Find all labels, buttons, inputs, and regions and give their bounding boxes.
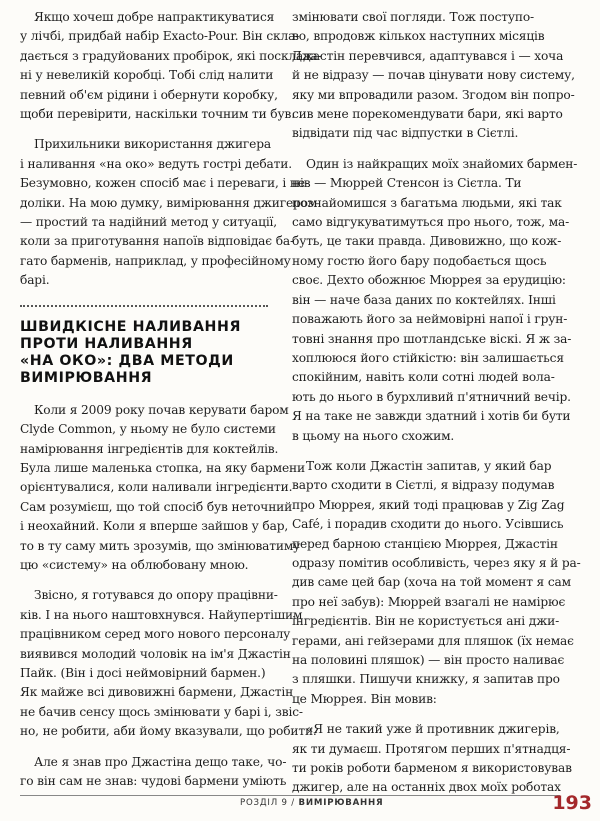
text-line: Тож коли Джастін запитав, у який бар: [306, 458, 552, 473]
text-line: своє. Дехто обожнює Мюррея за ерудицію:: [292, 273, 566, 288]
text-line: то в ту саму мить зрозумів, що змінюватиму: [20, 538, 301, 553]
text-line: буть, це таки правда. Дивовижно, що кож-: [292, 234, 562, 249]
text-line: ти років роботи барменом я використовував: [292, 761, 572, 776]
text-line: Звісно, я готувався до опору працівни-: [34, 588, 278, 603]
text-line: Якщо хочеш добре напрактикуватися: [34, 10, 275, 24]
text-line: орієнтувалися, коли наливали інгредієнти.: [20, 480, 293, 495]
text-line: ють до нього в бурхливий п'ятничний вечір.: [292, 389, 571, 404]
text-line: во, впродовж кількох наступних місяців: [292, 29, 545, 44]
text-line: Я на таке не завжди здатний і хотів би бути: [292, 409, 571, 424]
section-heading: [20, 319, 268, 387]
paragraph-murray-stenson: [292, 155, 578, 446]
paragraph-staff-resistance: [20, 586, 317, 741]
left-column: [20, 0, 322, 802]
section-divider: [20, 305, 268, 307]
text-line: гато барменів, наприклад, у професійному: [20, 253, 291, 268]
paragraph-continuation: [292, 8, 574, 144]
text-line: герами, ані гейзерами для пляшок (їх немає: [292, 633, 574, 648]
paragraph-jigger-debate: [20, 135, 318, 290]
text-line: як ти думаєш. Протягом перших п'ятнадця-: [292, 741, 571, 756]
text-line: див саме цей бар (хоча на той момент я сам: [292, 575, 571, 590]
text-line: Один із найкращих моїх знайомих бармен-: [306, 156, 578, 171]
text-line: інгредієнтів. Він не користується ані джи-: [292, 614, 560, 629]
text-line: варто сходити в Сієтлі, я відразу подумав: [292, 478, 555, 493]
text-line: й не відразу — почав цінувати нову систему,: [292, 68, 575, 83]
page-number: 193: [552, 792, 592, 814]
text-line: ШВИДКІСНЕ НАЛИВАННЯ: [20, 318, 242, 335]
paragraph-clyde-common: [20, 401, 305, 576]
text-line: «Я не такий уже й противник джигерів,: [306, 722, 560, 737]
text-line: перед барною станцією Мюррея, Джастін: [292, 536, 558, 551]
paragraph-murray-quote: [292, 720, 574, 798]
text-line: ків. І на нього наштовхнувся. Найупертішим: [20, 607, 303, 622]
text-line: спокійним, навіть коли сотні людей вола-: [292, 370, 555, 385]
text-line: но, не робити, аби йому вказували, що робити.: [20, 724, 317, 739]
text-line: Пайк. (Він і досі неймовірний бармен.): [20, 665, 266, 680]
text-line: Була лише маленька стопка, на яку бармени: [20, 460, 305, 475]
paragraph-justin: [20, 753, 287, 792]
footer-chapter: РОЗДІЛ 9 /: [240, 798, 295, 808]
text-line: ному гостю його бару подобається щось: [292, 253, 547, 268]
text-line: поважають його за неймовірні напої і грун-: [292, 312, 568, 327]
text-line: в цьому на нього схожим.: [292, 428, 455, 443]
text-line: працівником серед мого нового персоналу: [20, 627, 291, 642]
text-line: на половині пляшок) — він просто наливає: [292, 653, 565, 667]
text-line: виявився молодий чоловік на ім'я Джастін: [20, 646, 291, 661]
text-line: це Мюррея. Він мовив:: [292, 691, 437, 706]
text-line: щоби перевірити, наскільки точним ти був.: [20, 107, 295, 122]
text-line: коли за приготування напоїв відповідає ба-: [20, 234, 294, 249]
text-line: Як майже всі дивовижні бармени, Джастін: [20, 685, 294, 700]
text-line: Але я знав про Джастіна дещо таке, чо-: [34, 754, 287, 769]
text-line: «НА ОКО»: ДВА МЕТОДИ: [20, 352, 234, 369]
text-line: яку ми впровадили разом. Згодом він попро-: [292, 87, 575, 102]
text-line: ні у невеликій коробці. Тобі слід налити: [20, 68, 274, 83]
text-line: го він сам не знав: чудові бармени уміють: [20, 774, 287, 788]
text-line: з пляшки. Пишучи книжку, я запитав про: [292, 672, 560, 687]
running-footer: [240, 798, 383, 808]
footer-section: ВИМІРЮВАННЯ: [298, 798, 384, 808]
text-line: Сам розумієш, що той спосіб був неточний: [20, 499, 293, 514]
text-line: Коли я 2009 року почав керувати баром: [34, 402, 289, 417]
text-line: змінювати свої погляди. Тож поступо-: [292, 10, 535, 24]
text-line: — простий та надійний метод у ситуації,: [20, 215, 278, 230]
text-line: і наливання «на око» ведуть гострі дебати.: [20, 156, 292, 171]
text-line: нів — Мюррей Стенсон із Сієтла. Ти: [292, 176, 522, 191]
text-line: одразу помітив особливість, через яку я й ра-: [292, 555, 581, 570]
text-line: барі.: [20, 273, 50, 288]
text-line: дається з градуйованих пробірок, які посклада-: [20, 48, 322, 63]
text-line: джигер, але на останніх двох моїх роботах: [292, 780, 561, 795]
text-line: цю «систему» на облюбовану мною.: [20, 557, 249, 572]
text-line: у лічбі, придбай набір Exacto-Pour. Він скла-: [20, 29, 300, 44]
text-line: ПРОТИ НАЛИВАННЯ: [20, 335, 193, 352]
text-line: доліки. На мою думку, вимірювання джигером: [20, 195, 318, 210]
text-line: про Мюррея, який тоді працював у Zig Zag: [292, 497, 565, 512]
text-line: він — наче база даних по коктейлях. Інші: [292, 292, 556, 307]
text-line: про неї забув): Мюррей взагалі не намірює: [292, 594, 566, 609]
paragraph-zig-zag-cafe: [292, 457, 581, 709]
text-line: Прихильники використання джигера: [34, 137, 271, 152]
text-line: і неохайний. Коли я вперше зайшов у бар,: [20, 519, 289, 534]
text-line: познайомишся з багатьма людьми, які так: [292, 195, 562, 210]
text-line: певний об'єм рідини і обернути коробку,: [20, 87, 278, 102]
text-line: товні знання про шотландське віскі. Я ж за-: [292, 331, 572, 346]
paragraph-exacto-pour: [20, 8, 322, 124]
text-line: хоплююся його стійкістю: він залишається: [292, 350, 564, 365]
text-line: відвідати під час відпустки в Сієтлі.: [292, 126, 519, 141]
text-line: Безумовно, кожен спосіб має і переваги, і не-: [20, 176, 309, 191]
text-line: само відгукуватимуться про нього, тож, ма-: [292, 215, 570, 230]
text-line: Джастін перевчився, адаптувався і — хоча: [292, 48, 564, 63]
text-line: намірювання інгредієнтів для коктейлів.: [20, 441, 279, 456]
footer-rule: [20, 795, 560, 796]
text-line: ВИМІРЮВАННЯ: [20, 369, 153, 386]
text-line: сив мене порекомендувати бари, які варто: [292, 107, 563, 122]
text-line: Café, і порадив сходити до нього. Усівшись: [292, 517, 564, 532]
text-line: Clyde Common, у ньому не було системи: [20, 422, 276, 437]
text-line: не бачив сенсу щось змінювати у барі і, звіс-: [20, 704, 303, 719]
